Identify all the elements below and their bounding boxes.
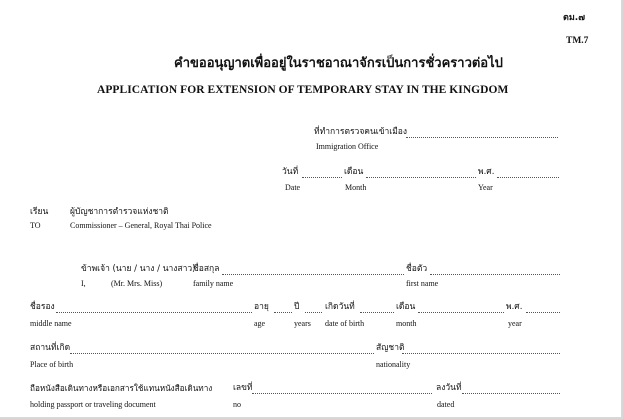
to-label-thai: เรียน <box>30 207 49 217</box>
dob-year-field[interactable] <box>526 312 560 313</box>
family-name-en: family name <box>193 279 234 288</box>
date-month-field[interactable] <box>366 177 476 178</box>
first-name-en: first name <box>406 279 439 288</box>
dob-month-en: month <box>396 319 417 328</box>
first-name-field[interactable] <box>430 274 560 275</box>
name-title-en: (Mr. Mrs. Miss) <box>111 279 163 288</box>
date-year-field[interactable] <box>497 177 559 178</box>
middle-name-field[interactable] <box>56 312 252 313</box>
years-en: years <box>294 319 311 328</box>
dob-month-field[interactable] <box>418 312 504 313</box>
date-year-thai: พ.ศ. <box>478 167 495 177</box>
dob-day-field[interactable] <box>360 312 394 313</box>
family-name-thai: ชื่อสกุล <box>193 264 220 274</box>
title-thai: คำขออนุญาตเพื่ออยู่ในราชอาณาจักรเป็นการชั่วคราวต่อไป <box>174 56 503 71</box>
nationality-en: nationality <box>376 360 411 369</box>
passport-dated-en: dated <box>437 400 455 409</box>
date-month-en: Month <box>345 183 367 192</box>
form-code-thai: ตม.๗ <box>563 13 585 23</box>
office-field[interactable] <box>406 137 558 138</box>
nationality-thai: สัญชาติ <box>376 343 405 353</box>
middle-name-en: middle name <box>30 319 72 328</box>
age-field[interactable] <box>274 312 292 313</box>
age-thai: อายุ <box>254 302 269 312</box>
dob-year-en: year <box>508 319 522 328</box>
dob-en: date of birth <box>325 319 365 328</box>
date-day-thai: วันที่ <box>282 167 299 177</box>
dob-year-thai: พ.ศ. <box>506 302 523 312</box>
passport-holding-en: holding passport or traveling document <box>30 400 156 409</box>
name-i-thai: ข้าพเจ้า (นาย / นาง / นางสาว) <box>81 264 196 274</box>
form-code: TM.7 <box>566 36 589 46</box>
middle-name-thai: ชื่อรอง <box>30 302 55 312</box>
passport-no-en: no <box>233 400 241 409</box>
date-day-field[interactable] <box>302 177 342 178</box>
nationality-field[interactable] <box>402 353 560 354</box>
date-day-en: Date <box>285 183 301 192</box>
dob-thai: เกิดวันที่ <box>325 302 355 312</box>
passport-no-thai: เลขที่ <box>233 383 253 393</box>
date-month-thai: เดือน <box>344 167 364 177</box>
birthplace-thai: สถานที่เกิด <box>30 343 71 353</box>
to-recipient-en: Commissioner – General, Royal Thai Police <box>70 221 212 230</box>
date-year-en: Year <box>478 183 493 192</box>
birthplace-en: Place of birth <box>30 360 74 369</box>
dob-month-thai: เดือน <box>396 302 416 312</box>
first-name-thai: ชื่อตัว <box>406 264 428 274</box>
office-label-thai: ที่ทำการตรวจคนเข้าเมือง <box>314 127 408 137</box>
age-en: age <box>254 319 266 328</box>
to-label-en: TO <box>30 221 41 230</box>
passport-dated-field[interactable] <box>462 393 560 394</box>
to-recipient-thai: ผู้บัญชาการตำรวจแห่งชาติ <box>70 207 169 217</box>
passport-no-field[interactable] <box>252 393 432 394</box>
title-en: APPLICATION FOR EXTENSION OF TEMPORARY STAY IN THE KINGDOM <box>97 84 509 96</box>
years-field[interactable] <box>305 312 322 313</box>
family-name-field[interactable] <box>222 274 404 275</box>
office-label-en: Immigration Office <box>316 142 379 151</box>
birthplace-field[interactable] <box>70 353 374 354</box>
name-i-en: I, <box>81 279 86 288</box>
passport-holding-thai: ถือหนังสือเดินทางหรือเอกสารใช้แทนหนังสือเดินทาง <box>30 383 213 393</box>
passport-dated-thai: ลงวันที่ <box>436 383 462 393</box>
years-thai: ปี <box>294 302 300 312</box>
